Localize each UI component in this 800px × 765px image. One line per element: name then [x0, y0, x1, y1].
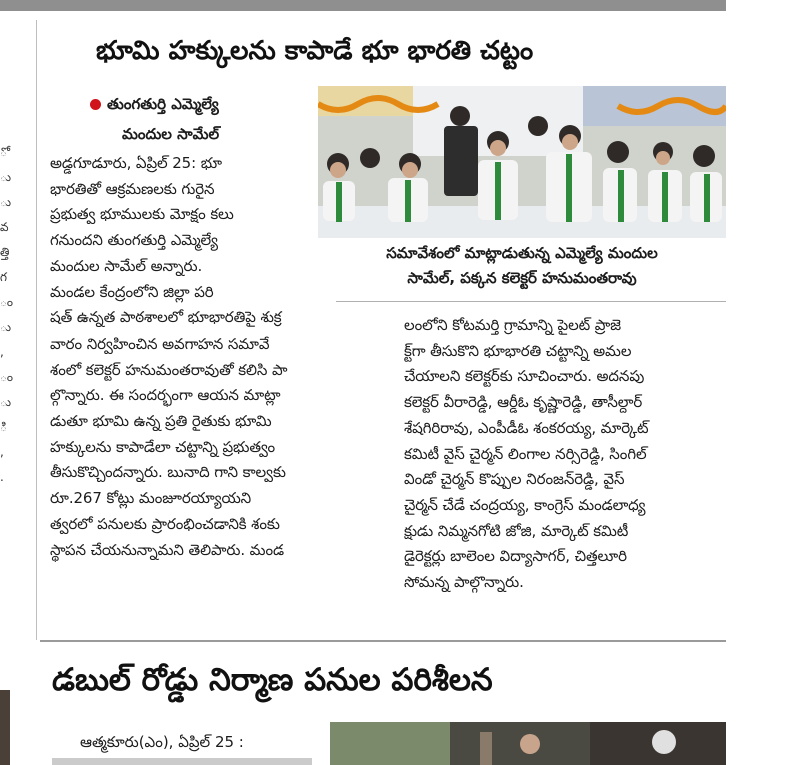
article1-col2-line: డైరెక్టర్లు బాలెంల విద్యాసాగర్, చిత్తలూరి [404, 547, 627, 566]
article1-col1-line: త్వరలో పనులకు ప్రారంభించడానికి శంకు [50, 514, 280, 533]
article1-col1-line: షత్ ఉన్నత పాఠశాలలో భూభారతిపై శుక్ర [50, 308, 282, 327]
left-column-divider [36, 20, 37, 640]
article1-col1-line: తీసుకొచ్చిందన్నారు. బునాది గాని కాల్వకు [50, 463, 286, 482]
left-column-fragment: త్తి [0, 245, 10, 259]
left-column-fragment: ం [0, 370, 14, 384]
article1-col1-line: శంలో కలెక్టర్ హనుమంతరావుతో కలిసి పా [50, 360, 288, 379]
article-divider [40, 640, 726, 642]
article1-photo-caption-line2: సామేల్, పక్కన కలెక్టర్ హనుమంతరావు [407, 269, 637, 287]
article1-col2-line: కలెక్టర్ వీరారెడ్డి, ఆర్డీఓ కృష్ణారెడ్డి, తాసీల్దార్ [404, 393, 643, 412]
caption-divider [336, 301, 726, 302]
article1-col1-line: భారతితో ఆక్రమణలకు గురైన [50, 179, 215, 198]
left-column-fragment: , [0, 445, 4, 459]
article1-col1-line: ల్గొన్నారు. ఈ సందర్భంగా ఆయన మాట్లా [50, 386, 281, 405]
article1-col1-line: గనుందని తుంగతుర్తి ఎమ్మెల్యే [50, 231, 218, 250]
left-column-fragments [0, 140, 14, 490]
article1-col1-line: వారం నిర్వహించిన అవగాహన సమావే [50, 334, 270, 353]
article1-byline-line2: మందుల సామేల్ [122, 125, 220, 143]
article2-photo [330, 722, 726, 765]
left-column-fragment: గ [0, 270, 7, 284]
page-top-bar [0, 0, 726, 11]
left-partial-photo [0, 690, 10, 765]
article2-next-line-fragment [52, 758, 312, 765]
article1-byline-name: తుంగతుర్తి ఎమ్మెల్యే [107, 95, 219, 113]
left-column-fragment: ి [0, 420, 7, 434]
article1-photo [318, 86, 726, 238]
article1-col1-bottom [50, 332, 395, 563]
article2-dateline: ఆత్మకూరు(ఎం), ఏప్రిల్ 25 : [80, 733, 244, 751]
left-column-fragment: ం [0, 295, 14, 309]
bullet-dot-icon [90, 99, 101, 110]
article1-col1-line: మండల కేంద్రంలోని జిల్లా పరి [50, 282, 214, 301]
article1-col1-top [50, 151, 302, 331]
article1-col2-line: క్ట్‌గా తీసుకొని భూభారతి చట్టాన్ని అమల [404, 341, 632, 360]
article1-col2-line: కమిటీ వైస్ చైర్మన్ లింగాల నర్సిరెడ్డి, సింగిల్ [404, 444, 647, 463]
article1-col1-line: స్థాపన చేయనున్నామని తెలిపారు. మండ [50, 540, 285, 559]
article1-headline: భూమి హక్కులను కాపాడే భూ భారతి చట్టం [96, 36, 534, 66]
left-column-fragment: , [0, 345, 4, 359]
left-column-fragment: ు [0, 195, 12, 209]
article1-col2-line: చేయాలని కలెక్టర్‌కు సూచించారు. అదనపు [404, 367, 645, 386]
article1-byline-line1 [90, 95, 219, 117]
left-column-fragment: . [0, 470, 4, 484]
article1-col2-line: విండో చైర్మన్ కొప్పుల నిరంజన్‌రెడ్డి, వైస్ [404, 470, 625, 489]
left-column-fragment: ు [0, 170, 12, 184]
article1-col1-line: మందుల సామేల్ అన్నారు. [50, 256, 203, 275]
article1-photo-caption-line1: సమావేశంలో మాట్లాడుతున్న ఎమ్మెల్యే మందుల [386, 244, 658, 262]
article1-col2-line: చైర్మన్ చేడే చంద్రయ్య, కాంగ్రెస్ మండలాధ్య [404, 495, 646, 514]
article1-col2-line: శేషగిరిరావు, ఎంపీడీఓ శంకరయ్య, మార్కెట్ [404, 418, 649, 437]
article1-col1-line: అడ్డగూడూరు, ఏప్రిల్ 25: భూ [50, 154, 222, 172]
article1-col2-line: క్షుడు నిమ్మనగోటి జోజి, మార్కెట్ కమిటీ [404, 521, 629, 540]
left-column-fragment: ు [0, 320, 12, 334]
article1-col1-line: రూ.267 కోట్లు మంజూరయ్యాయని [50, 489, 252, 508]
article1-col1-line: డుతూ భూమి ఉన్న ప్రతి రైతుకు భూమి [50, 412, 272, 430]
article1-col1-line: హక్కులను కాపాడేలా చట్టాన్ని ప్రభుత్వం [50, 437, 276, 456]
article1-col2-line: లంలోని కోటమర్తి గ్రామాన్ని పైలట్ ప్రాజె [404, 316, 621, 334]
article1-col1-line: ప్రభుత్వ భూములకు మోక్షం కలు [50, 205, 234, 224]
article1-col2-line: సోమన్న పాల్గొన్నారు. [404, 573, 524, 592]
left-column-fragment: ు [0, 395, 12, 409]
left-column-fragment: ో [0, 145, 7, 159]
left-column-fragment: వ [0, 220, 9, 234]
article1-col2 [404, 313, 726, 596]
article2-headline: డబుల్ రోడ్డు నిర్మాణ పనుల పరిశీలన [52, 662, 493, 698]
